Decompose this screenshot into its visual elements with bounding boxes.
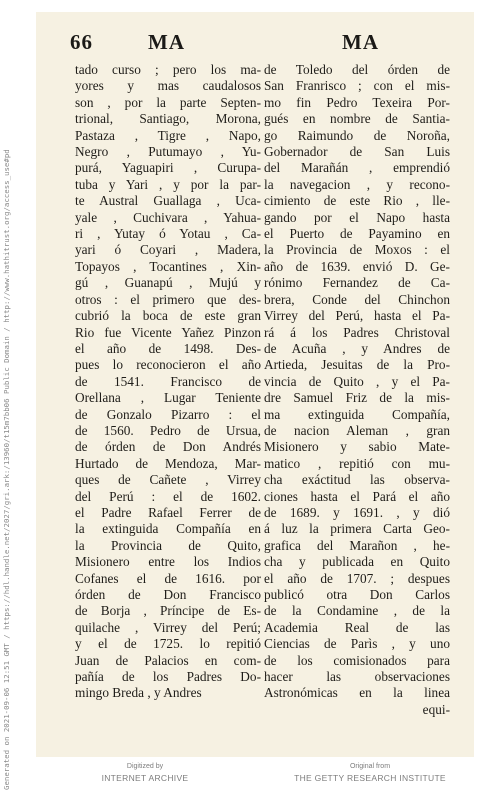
text-line: la Provincia de Moxos : el: [264, 242, 450, 258]
text-line: Pastaza , Tigre , Napo,: [75, 127, 261, 143]
text-line: Rio fue Vicente Yañez Pinzon: [75, 324, 261, 340]
text-line: yores y mas caudalosos: [75, 78, 261, 94]
text-line: Academia Real de las: [264, 619, 450, 635]
text-line: el año de 1498. Des-: [75, 340, 261, 356]
text-line: mingo Breda , y Andres: [75, 685, 202, 701]
text-line: go Raimundo de Noroña,: [264, 127, 450, 143]
text-line: del Marañán , emprendió: [264, 160, 450, 176]
text-line: otros : el primero que des-: [75, 291, 261, 307]
text-line: Ciencias de Parìs , y uno: [264, 636, 450, 652]
text-line: de 1560. Pedro de Ursua,: [75, 422, 261, 438]
footer-left-source: INTERNET ARCHIVE: [101, 773, 189, 783]
text-line: San Franrisco ; con el mis-: [264, 78, 450, 94]
text-line: Misionero y sabio Mate-: [264, 439, 450, 455]
text-line: grafica del Marañon , he-: [264, 537, 450, 553]
text-line: purá, Yaguapiri , Curupa-: [75, 160, 261, 176]
left-text-column: [75, 62, 261, 702]
text-line: Virrey del Perú, hasta el Pa-: [264, 308, 450, 324]
text-line: de órden de Don Andrés: [75, 439, 261, 455]
text-line: de la Condamine , de la: [264, 603, 450, 619]
text-line: Negro , Putumayo , Yu-: [75, 144, 261, 160]
text-line: de Acuña , y Andres de: [264, 340, 450, 356]
text-line: rónimo Fernandez de Ca-: [264, 275, 450, 291]
text-line: vincia de Quito , y el Pa-: [264, 373, 450, 389]
text-line: Cofanes el de 1616. por: [75, 570, 261, 586]
text-line: ciones hasta el Pará el año: [264, 488, 450, 504]
text-line: son , por la parte Septen-: [75, 94, 261, 110]
text-line: Astronómicas en la linea: [264, 685, 450, 701]
right-text-column: [264, 62, 450, 718]
text-line: Orellana , Lugar Teniente: [75, 390, 261, 406]
text-line: mo fin Pedro Texeira Por-: [264, 94, 450, 110]
text-line: la extinguida Compañía en: [75, 521, 261, 537]
running-head-left: MA: [148, 30, 185, 54]
text-line: de Toledo del órden de: [264, 62, 450, 77]
text-line: de Gonzalo Pizarro : el: [75, 406, 261, 422]
text-line: ma extinguida Compañía,: [264, 406, 450, 422]
text-line: tuba y Yari , y por la par-: [75, 176, 261, 192]
text-line: tado curso ; pero los ma-: [75, 62, 261, 77]
text-line: órden de Don Francisco: [75, 587, 261, 602]
footer-left-caption: Digitized by: [126, 763, 164, 770]
text-line: yale , Cuchivara , Yahua-: [75, 209, 261, 225]
text-line: del Perú : el de 1602.: [75, 488, 261, 504]
text-line: rá á los Padres Christoval: [264, 324, 450, 340]
text-line: pues lo reconocieron el año: [75, 357, 261, 373]
text-line: Artieda, Jesuitas de la Pro-: [264, 357, 450, 373]
text-line: de Borja , Príncipe de Es-: [75, 603, 261, 619]
text-line: Hurtado de Mendoza, Mar-: [75, 455, 261, 471]
text-line: dre Samuel Friz de la mis-: [264, 390, 450, 406]
provenance-sidebar: [2, 149, 32, 790]
text-line: de nacion Aleman , gran: [264, 422, 450, 438]
text-line: cubrió la boca de este gran: [75, 308, 261, 324]
text-line: Gobernador de San Luis: [264, 144, 450, 160]
provenance-note: Generated on 2021-09-06 12:51 GMT / https://hdl.handle.net/2027/gri.ark:/13960/t15m7bb06 Public Domain / http://www.hathitrust.org/access_use#pd: [2, 149, 11, 790]
text-line: yari ó Coyari , Madera,: [75, 242, 261, 258]
text-line: gués en nombre de Santia-: [264, 111, 450, 127]
text-line: Topayos , Tocantines , Xin-: [75, 258, 261, 274]
catchword: equi-: [422, 701, 450, 717]
text-line: trional, Santiago, Morona,: [75, 111, 261, 127]
text-line: la navegacion , y recono-: [264, 176, 450, 192]
text-line: el Padre Rafael Ferrer de: [75, 504, 261, 520]
text-line: de 1689. y 1691. , y dió: [264, 504, 450, 520]
text-line: el año de 1707. ; despues: [264, 570, 450, 586]
text-line: ques de Cañete , Virrey: [75, 472, 261, 488]
text-line: el Puerto de Payamino en: [264, 226, 450, 242]
text-line: de los comisionados para: [264, 652, 450, 668]
text-line: Misionero entre los Indios: [75, 554, 261, 570]
text-line: matico , repitió con mu-: [264, 455, 450, 471]
text-line: año de 1639. envió D. Ge-: [264, 258, 450, 274]
text-line: á luz la primera Carta Geo-: [264, 521, 450, 537]
text-line: cha exáctitud las observa-: [264, 472, 450, 488]
footer-digitized-by: [60, 762, 230, 784]
text-line: brera, Conde del Chinchon: [264, 291, 450, 307]
text-line: ri , Yutay ó Yotau , Ca-: [75, 226, 261, 242]
footer-right-caption: Original from: [349, 763, 391, 770]
text-line: publicó otra Don Carlos: [264, 587, 450, 602]
running-head-right: MA: [342, 30, 379, 54]
footer-original-from: [270, 762, 470, 784]
text-line: la Provincia de Quito,: [75, 537, 261, 553]
text-line: cha y publicada en Quito: [264, 554, 450, 570]
text-line: cimiento de este Rio , lle-: [264, 193, 450, 209]
page-number: 66: [70, 30, 93, 54]
text-line: de 1541. Francisco de: [75, 373, 261, 389]
text-line: te Austral Guallaga , Uca-: [75, 193, 261, 209]
text-line: y el de 1725. lo repitió: [75, 636, 261, 652]
text-line: gando por el Napo hasta: [264, 209, 450, 225]
text-line: Juan de Palacios en com-: [75, 652, 261, 668]
text-line: hacer las observaciones: [264, 669, 450, 685]
text-line: pañía de los Padres Do-: [75, 669, 261, 685]
text-line: quilache , Virrey del Perú;: [75, 619, 261, 635]
footer-right-source: THE GETTY RESEARCH INSTITUTE: [294, 773, 446, 783]
text-line: gú , Guanapú , Mujú y: [75, 275, 261, 291]
